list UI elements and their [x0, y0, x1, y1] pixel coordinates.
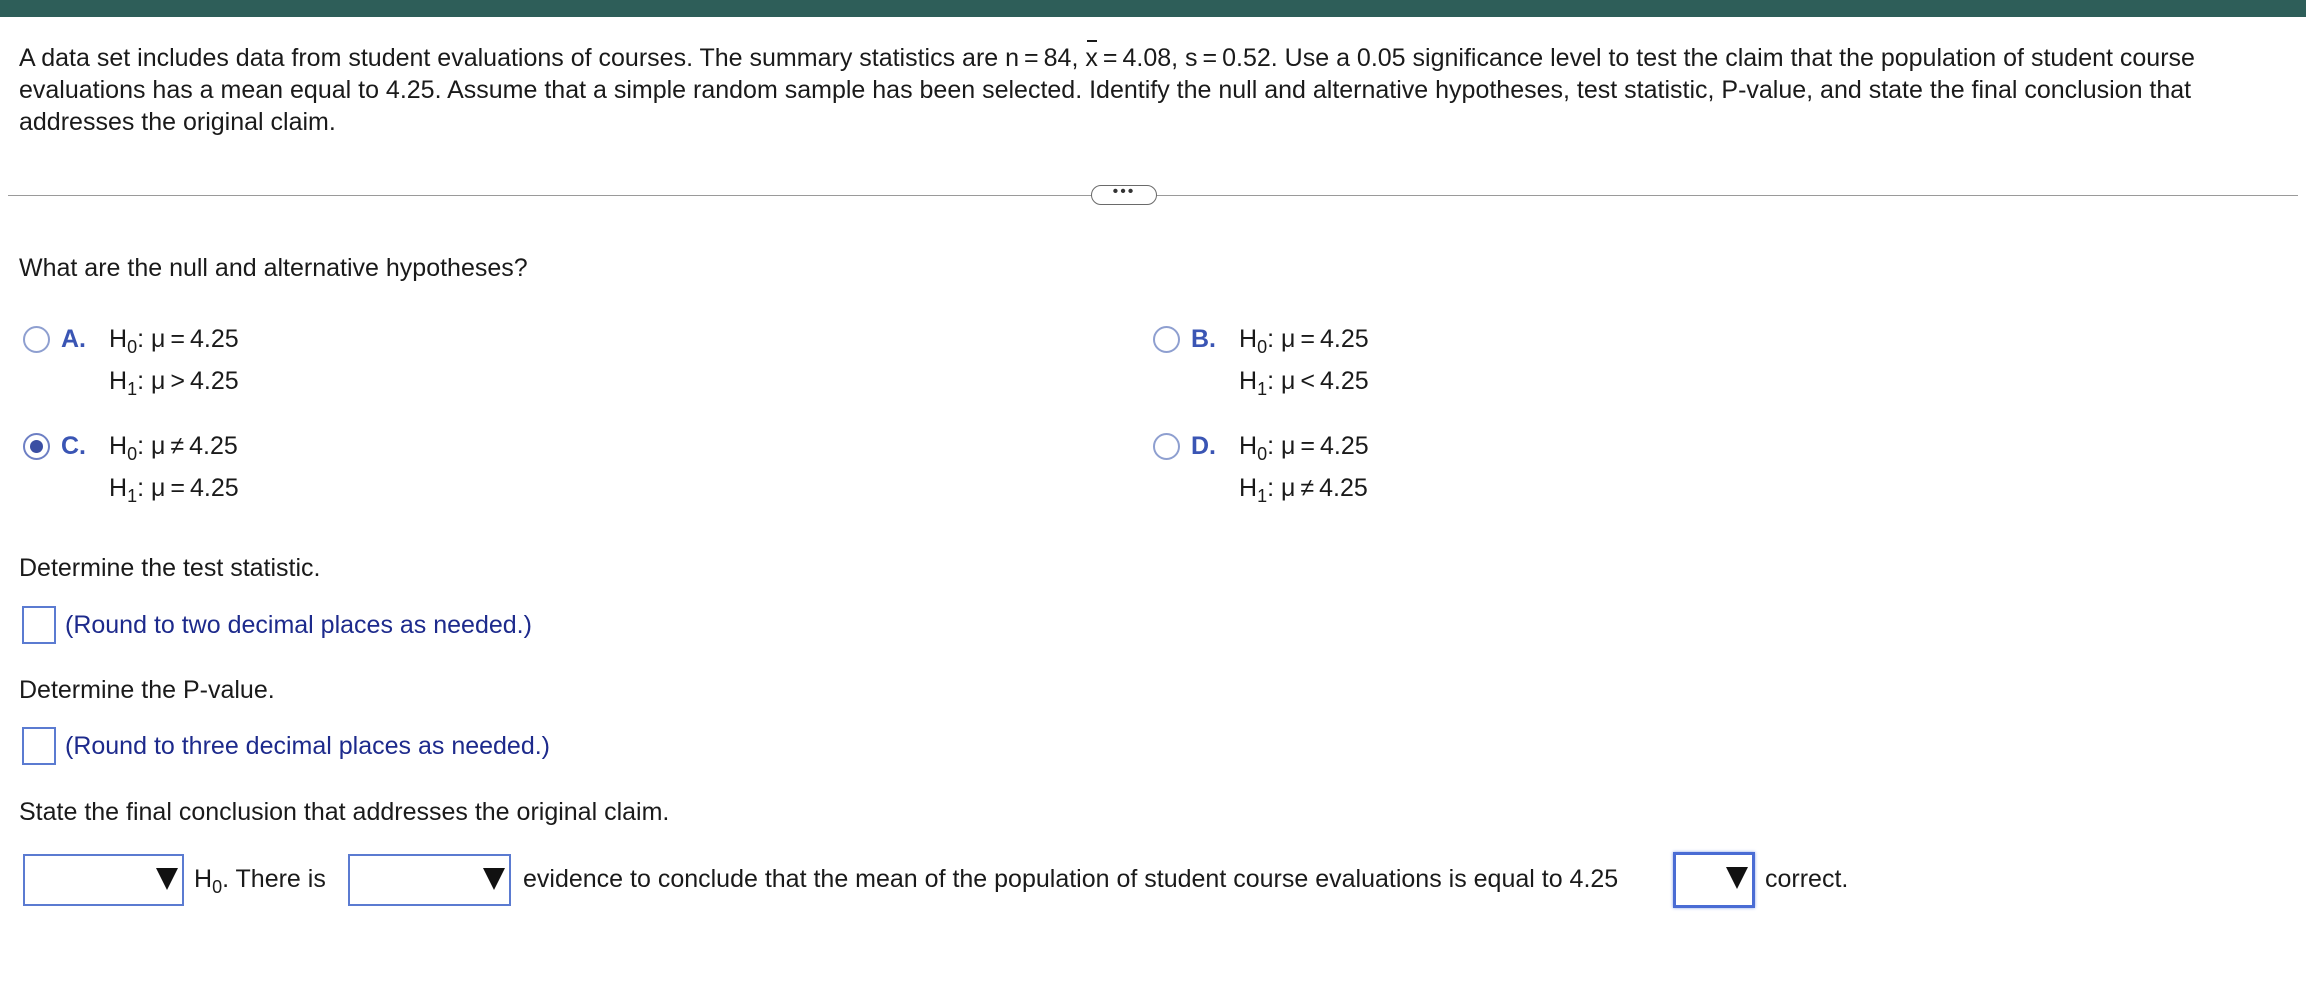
chevron-down-icon [483, 868, 505, 890]
option-c-letter: C. [61, 432, 86, 460]
option-b[interactable] [1153, 322, 1753, 402]
radio-option-b[interactable] [1153, 326, 1180, 353]
conclusion-correct-text: correct. [1765, 865, 1849, 893]
xbar-symbol: x [1085, 44, 1098, 72]
header-bar [0, 0, 2306, 17]
option-a-letter: A. [61, 325, 86, 353]
option-b-letter: B. [1191, 325, 1216, 353]
option-b-h0: $H_0$: μ = 4.25 [1239, 325, 1369, 357]
test-statistic-hint: (Round to two decimal places as needed.) [65, 611, 532, 639]
expand-more-button[interactable]: ••• [1091, 185, 1157, 205]
hypotheses-question: What are the null and alternative hypotheses? [19, 254, 528, 282]
option-a-h1: $H_1$: μ > 4.25 [109, 367, 239, 399]
p-value-question: Determine the P-value. [19, 676, 275, 704]
conclusion-h0-text: $H_0$. There is [194, 865, 326, 897]
chevron-down-icon [1726, 867, 1748, 889]
evidence-level-dropdown[interactable] [348, 854, 511, 906]
option-a[interactable] [23, 322, 623, 402]
p-value-input[interactable] [22, 727, 56, 765]
test-statistic-question: Determine the test statistic. [19, 554, 321, 582]
problem-text-part1: A data set includes data from student evaluations of courses. The summary statistics are n = 84, [19, 44, 1086, 72]
option-d-h0: $H_0$: μ = 4.25 [1239, 432, 1369, 464]
radio-option-c[interactable] [23, 433, 50, 460]
option-d-h1: $H_1$: μ ≠ 4.25 [1239, 474, 1368, 506]
p-value-hint: (Round to three decimal places as needed.) [65, 732, 551, 760]
chevron-down-icon [156, 868, 178, 890]
reject-decision-dropdown[interactable] [23, 854, 184, 906]
option-d-letter: D. [1191, 432, 1216, 460]
radio-option-d[interactable] [1153, 433, 1180, 460]
claim-correctness-dropdown[interactable] [1673, 852, 1755, 908]
option-c-h0: $H_0$: μ ≠ 4.25 [109, 432, 238, 464]
option-c-h1: $H_1$: μ = 4.25 [109, 474, 239, 506]
test-statistic-input[interactable] [22, 606, 56, 644]
option-c[interactable] [23, 429, 623, 509]
conclusion-evidence-text: evidence to conclude that the mean of the population of student course evaluations is equal to 4.25 [523, 865, 1619, 893]
option-a-h0: $H_0$: μ = 4.25 [109, 325, 239, 357]
conclusion-question: State the final conclusion that addresses the original claim. [19, 798, 670, 826]
problem-text-part2: = 4.08, s = 0.52. Use a 0.05 significance level to test the claim that the population of student course evaluations has a mean equal to 4.25. Assume that a simple random sample has been selected. Identify the null and alternative hypotheses, test statistic, P-value, and state the final conclusion that addresses the original claim. [19, 44, 2195, 136]
option-b-h1: $H_1$: μ < 4.25 [1239, 367, 1369, 399]
problem-statement [19, 42, 2289, 138]
option-d[interactable] [1153, 429, 1753, 509]
radio-option-a[interactable] [23, 326, 50, 353]
